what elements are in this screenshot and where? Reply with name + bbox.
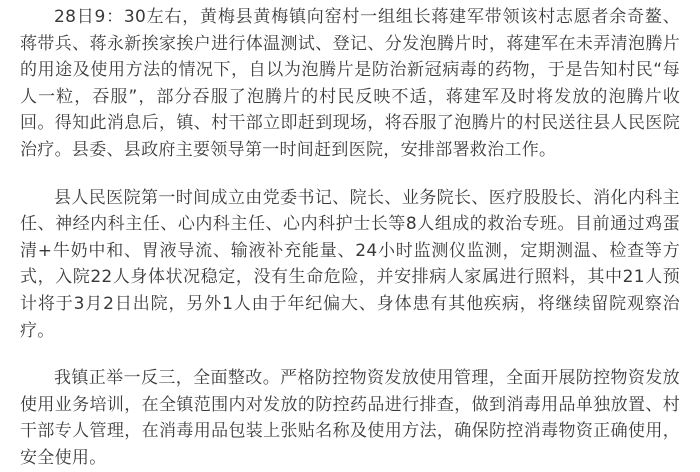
paragraph-incident: 28日9：30左右，黄梅县黄梅镇向窑村一组组长蒋建军带领该村志愿者余奇鳌、蒋带兵、蒋永新挨家挨户进行体温测试、登记、分发泡腾片时，蒋建军在未弄清泡腾片的用途及使用方法的情况下，自以为泡腾片是防治新冠病毒的药物，于是告知村民“每人一粒，吞服”，部分吞服了泡腾片的村民反映不适，蒋建军及时将发放的泡腾片收回。得知此消息后，镇、村干部立即赶到现场，将吞服了泡腾片的村民送往县人民医院治疗。县委、县政府主要领导第一时间赶到医院，安排部署救治工作。 (20, 7, 680, 160)
paragraph-rectification: 我镇正举一反三，全面整改。严格防控物资发放使用管理，全面开展防控物资发放使用业务培训，在全镇范围内对发放的防控药品进行排查，做到消毒用品单独放置、村干部专人管理，在消毒用品包装上张贴名称及使用方法，确保防控消毒物资正确使用，安全使用。 (20, 368, 680, 468)
paragraph-treatment: 县人民医院第一时间成立由党委书记、院长、业务院长、医疗股股长、消化内科主任、神经内科主任、心内科主任、心内科护士长等8人组成的救治专班。目前通过鸡蛋清+牛奶中和、胃液导流、输液补充能量、24小时监测仪监测，定期测温、检查等方式，入院22人身体状况稳定，没有生命危险，并安排病人家属进行照料，其中21人预计将于3月2日出院，另外1人由于年纪偏大、身体患有其他疾病，将继续留院观察治疗。 (20, 187, 680, 341)
